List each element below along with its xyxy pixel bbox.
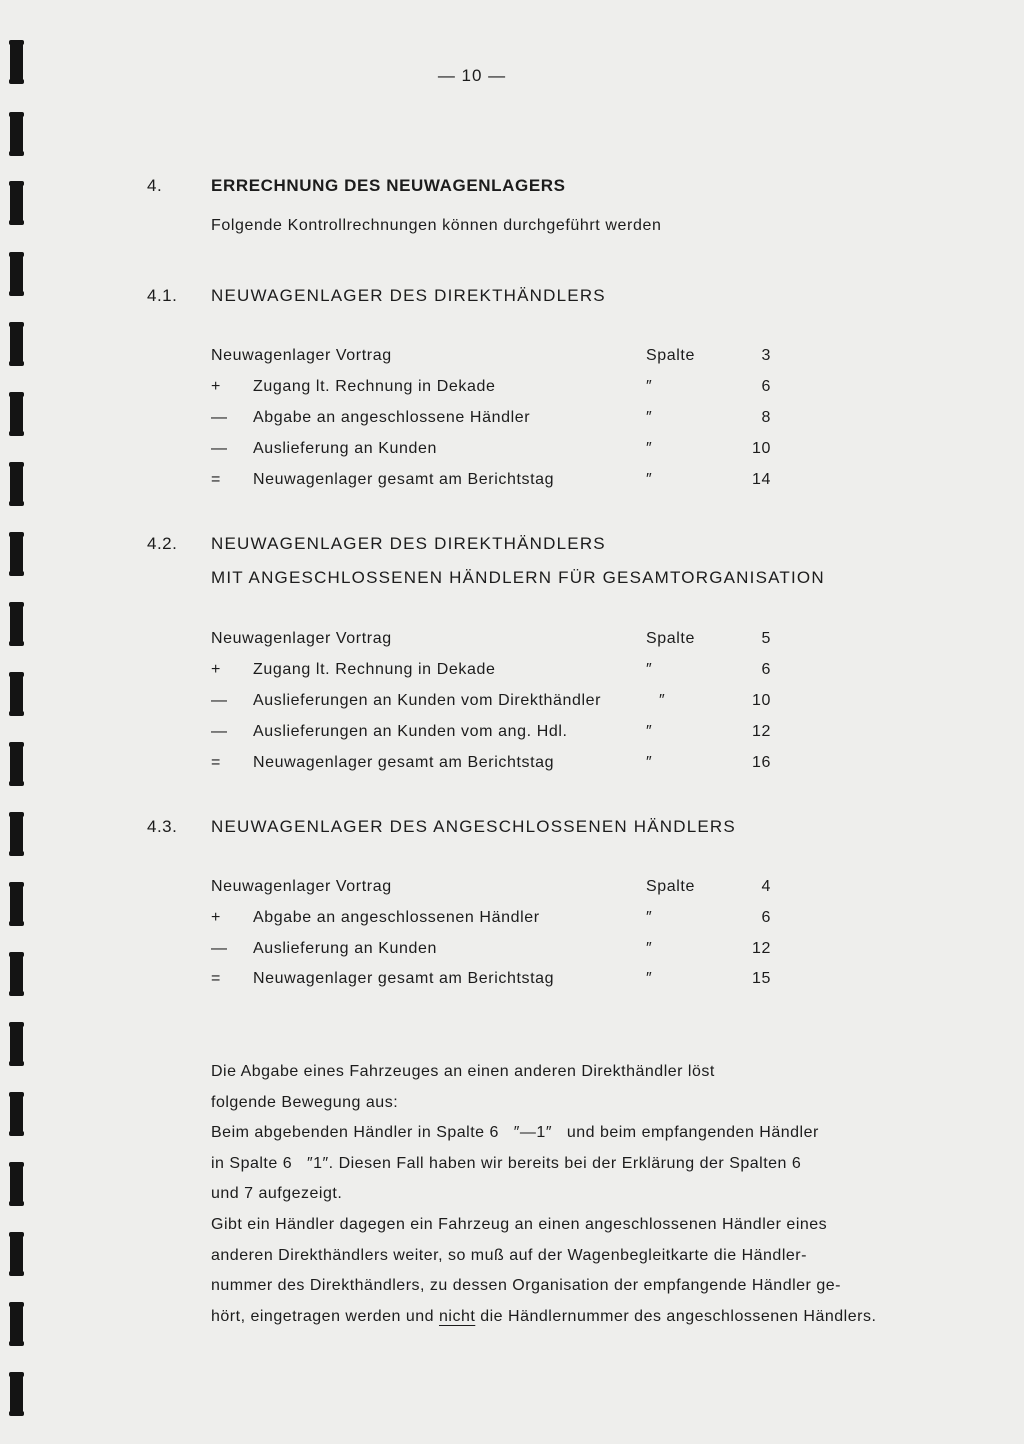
section-title: ERRECHNUNG DES NEUWAGENLAGERS <box>211 176 566 195</box>
binding-hole <box>10 742 23 786</box>
column-number: 6 <box>761 378 771 395</box>
calc-row <box>211 692 781 716</box>
column-ref: ″ <box>646 940 653 957</box>
row-label: Abgabe an angeschlossene Händler <box>253 409 531 426</box>
page-number: — 10 — <box>437 66 507 85</box>
binding-hole <box>10 1232 23 1276</box>
binding-hole <box>10 602 23 646</box>
binding-hole <box>10 392 23 436</box>
column-ref: Spalte <box>646 878 695 895</box>
binding-hole <box>10 1092 23 1136</box>
section-title: NEUWAGENLAGER DES DIREKTHÄNDLERS <box>211 286 606 305</box>
calc-row <box>211 754 781 778</box>
calc-row <box>211 440 781 464</box>
section-subtitle: MIT ANGESCHLOSSENEN HÄNDLERN FÜR GESAMTORGANISATION <box>211 568 825 587</box>
column-number: 14 <box>752 471 771 488</box>
operator: = <box>211 754 221 771</box>
paragraph-line: Beim abgebenden Händler in Spalte 6 ″—1″ und beim empfangenden Händler <box>211 1124 819 1142</box>
paragraph-line: und 7 aufgezeigt. <box>211 1185 343 1203</box>
binding-hole <box>10 952 23 996</box>
binding-hole <box>10 532 23 576</box>
column-number: 10 <box>752 440 771 457</box>
calc-row <box>211 940 781 964</box>
row-label: Auslieferung an Kunden <box>253 440 437 457</box>
column-number: 16 <box>752 754 771 771</box>
calc-row <box>211 378 781 402</box>
column-ref: ″ <box>646 378 653 395</box>
row-label: Zugang lt. Rechnung in Dekade <box>253 378 496 395</box>
binding-hole <box>10 1022 23 1066</box>
binding-hole <box>10 252 23 296</box>
column-number: 6 <box>761 661 771 678</box>
row-label: Abgabe an angeschlossenen Händler <box>253 909 540 926</box>
column-number: 6 <box>761 909 771 926</box>
column-number: 12 <box>752 723 771 740</box>
calc-row <box>211 970 781 994</box>
explanation-paragraph <box>211 1057 971 1332</box>
binding-hole <box>10 181 23 225</box>
column-ref: ″ <box>659 692 666 709</box>
column-ref: ″ <box>646 754 653 771</box>
paragraph-text: hört, eingetragen werden und <box>211 1307 439 1325</box>
section-number: 4. <box>147 176 163 195</box>
column-number: 15 <box>752 970 771 987</box>
column-ref: Spalte <box>646 347 695 364</box>
column-ref: ″ <box>646 471 653 488</box>
calc-row <box>211 409 781 433</box>
row-label: Auslieferungen an Kunden vom ang. Hdl. <box>253 723 568 740</box>
calc-row <box>211 909 781 933</box>
column-number: 5 <box>761 630 771 647</box>
column-number: 3 <box>761 347 771 364</box>
binding-hole <box>10 882 23 926</box>
column-ref: ″ <box>646 970 653 987</box>
section-intro: Folgende Kontrollrechnungen können durchgeführt werden <box>211 217 662 234</box>
paragraph-line: Gibt ein Händler dagegen ein Fahrzeug an einen angeschlossenen Händler eines <box>211 1215 828 1233</box>
column-ref: ″ <box>646 723 653 740</box>
calc-row <box>211 471 781 495</box>
operator: — <box>211 409 228 426</box>
binding-hole <box>10 672 23 716</box>
paragraph-line: Die Abgabe eines Fahrzeuges an einen anderen Direkthändler löst <box>211 1063 715 1080</box>
section-number: 4.2. <box>147 534 178 553</box>
calc-row <box>211 723 781 747</box>
paragraph-text: die Händlernummer des angeschlossenen Händlers. <box>475 1307 877 1325</box>
binding-hole <box>10 1372 23 1416</box>
binding-hole <box>10 322 23 366</box>
column-number: 4 <box>761 878 771 895</box>
operator: = <box>211 970 221 987</box>
column-ref: Spalte <box>646 630 695 647</box>
row-label: Neuwagenlager gesamt am Berichtstag <box>253 754 555 771</box>
binding-hole <box>10 112 23 156</box>
paragraph-line: nummer des Direkthändlers, zu dessen Organisation der empfangende Händler ge- <box>211 1277 841 1295</box>
paragraph-line <box>211 1302 971 1333</box>
operator: = <box>211 471 221 488</box>
binding-hole <box>10 1162 23 1206</box>
column-ref: ″ <box>646 409 653 426</box>
column-ref: ″ <box>646 661 653 678</box>
operator: + <box>211 909 221 926</box>
row-label: Auslieferung an Kunden <box>253 940 437 957</box>
calc-row <box>211 347 781 371</box>
calc-row <box>211 661 781 685</box>
section-number: 4.3. <box>147 817 178 836</box>
paragraph-line: anderen Direkthändlers weiter, so muß auf der Wagenbegleitkarte die Händler- <box>211 1246 807 1264</box>
operator: — <box>211 723 228 740</box>
row-label: Neuwagenlager gesamt am Berichtstag <box>253 970 555 987</box>
operator: + <box>211 661 221 678</box>
paragraph-line: folgende Bewegung aus: <box>211 1093 399 1111</box>
operator: + <box>211 378 221 395</box>
row-label: Neuwagenlager gesamt am Berichtstag <box>253 471 555 488</box>
column-ref: ″ <box>646 440 653 457</box>
column-ref: ″ <box>646 909 653 926</box>
binding-hole <box>10 462 23 506</box>
column-number: 12 <box>752 940 771 957</box>
calc-row <box>211 630 781 654</box>
row-label: Neuwagenlager Vortrag <box>211 347 392 364</box>
column-number: 10 <box>752 692 771 709</box>
column-number: 8 <box>761 409 771 426</box>
row-label: Auslieferungen an Kunden vom Direkthändler <box>253 692 602 709</box>
paragraph-line: in Spalte 6 ″1″. Diesen Fall haben wir bereits bei der Erklärung der Spalten 6 <box>211 1154 802 1172</box>
binding-hole <box>10 1302 23 1346</box>
operator: — <box>211 940 228 957</box>
binding-hole <box>10 812 23 856</box>
section-title: NEUWAGENLAGER DES DIREKTHÄNDLERS <box>211 534 606 553</box>
section-title: NEUWAGENLAGER DES ANGESCHLOSSENEN HÄNDLERS <box>211 817 736 836</box>
operator: — <box>211 692 228 709</box>
row-label: Zugang lt. Rechnung in Dekade <box>253 661 496 678</box>
row-label: Neuwagenlager Vortrag <box>211 878 392 895</box>
emphasis-text: nicht <box>438 1307 476 1325</box>
section-number: 4.1. <box>147 286 178 305</box>
operator: — <box>211 440 228 457</box>
calc-row <box>211 878 781 902</box>
row-label: Neuwagenlager Vortrag <box>211 630 392 647</box>
